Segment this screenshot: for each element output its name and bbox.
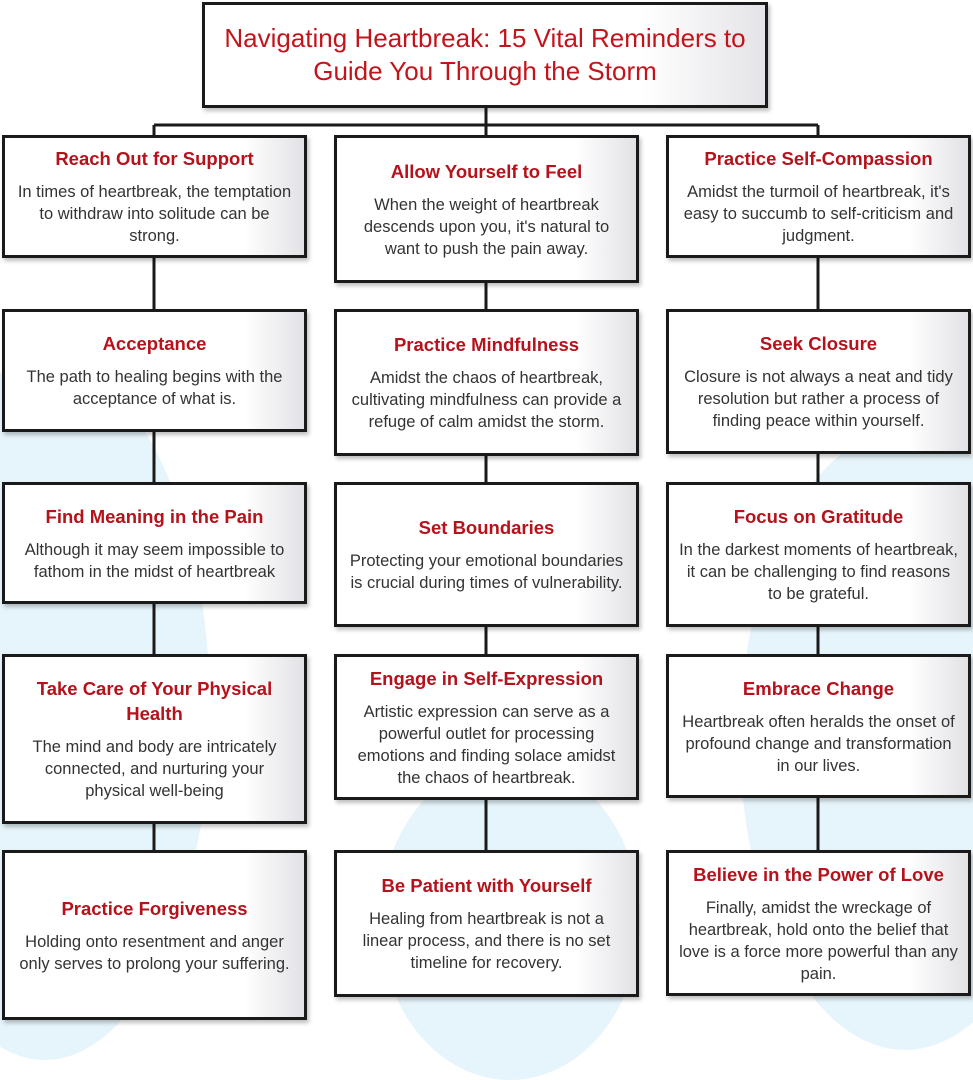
card-heading: Seek Closure (759, 333, 878, 354)
card-find-meaning-in-the-pain (2, 482, 307, 604)
card-acceptance (2, 309, 307, 432)
card-text: Closure is not always a neat and tidy resolution but rather a process of finding peace within yourself. (684, 368, 953, 430)
card-heading: Find Meaning in the Pain (45, 505, 264, 527)
card-heading: Reach Out for Support (55, 148, 254, 169)
card-set-boundaries (334, 482, 639, 627)
card-text: Protecting your emotional boundaries is crucial during times of vulnerability. (349, 552, 624, 592)
card-embrace-change (666, 654, 971, 798)
card-text: Healing from heartbreak is not a linear process, and there is no set timeline for recovery. (362, 910, 611, 972)
diagram-title: Navigating Heartbreak: 15 Vital Reminders to Guide You Through the Storm (202, 2, 768, 108)
card-heading: Practice Self-Compassion (704, 148, 933, 169)
card-allow-yourself-to-feel (334, 135, 639, 283)
card-heading: Engage in Self-Expression (369, 667, 604, 689)
card-believe-in-the-power-of-love (666, 850, 971, 996)
card-heading: Focus on Gratitude (733, 506, 904, 527)
card-text: The path to healing begins with the acceptance of what is. (26, 368, 283, 408)
card-practice-self-compassion (666, 135, 971, 258)
card-text: Finally, amidst the wreckage of heartbreak, hold onto the belief that love is a force more powerful than any pain. (679, 898, 958, 983)
card-text: In the darkest moments of heartbreak, it can be challenging to find reasons to be grateful. (679, 541, 958, 603)
card-heading: Set Boundaries (418, 517, 555, 538)
card-heading: Embrace Change (742, 677, 895, 699)
card-heading: Be Patient with Yourself (381, 875, 592, 896)
card-text: Amidst the chaos of heartbreak, cultivating mindfulness can provide a refuge of calm amidst the storm. (351, 369, 622, 431)
card-text: In times of heartbreak, the temptation to withdraw into solitude can be strong. (17, 183, 292, 245)
card-focus-on-gratitude (666, 482, 971, 627)
card-text: Holding onto resentment and anger only serves to prolong your suffering. (19, 932, 290, 973)
card-heading: Allow Yourself to Feel (390, 160, 583, 182)
card-be-patient-with-yourself (334, 850, 639, 997)
card-text: The mind and body are intricately connected, and nurturing your physical well-being (32, 738, 277, 800)
card-text: Amidst the turmoil of heartbreak, it's easy to succumb to self-criticism and judgment. (683, 183, 954, 245)
card-heading: Practice Forgiveness (61, 897, 248, 919)
card-text: When the weight of heartbreak descends upon you, it's natural to want to push the pain away. (363, 195, 610, 258)
card-engage-in-self-expression (334, 654, 639, 800)
card-text: Artistic expression can serve as a powerful outlet for processing emotions and finding solace amidst the chaos of heartbreak. (357, 702, 616, 787)
card-heading: Acceptance (102, 333, 207, 354)
card-text: Heartbreak often heralds the onset of profound change and transformation in our lives. (682, 712, 955, 775)
card-seek-closure (666, 309, 971, 454)
card-heading: Believe in the Power of Love (693, 863, 944, 885)
card-text: Although it may seem impossible to fathom in the midst of heartbreak (24, 540, 285, 581)
card-reach-out-for-support (2, 135, 307, 258)
card-heading: Take Care of Your Physical Health (36, 678, 273, 724)
card-practice-forgiveness (2, 850, 307, 1020)
card-take-care-of-your-physical-health (2, 654, 307, 824)
card-practice-mindfulness (334, 309, 639, 456)
card-heading: Practice Mindfulness (393, 334, 580, 355)
